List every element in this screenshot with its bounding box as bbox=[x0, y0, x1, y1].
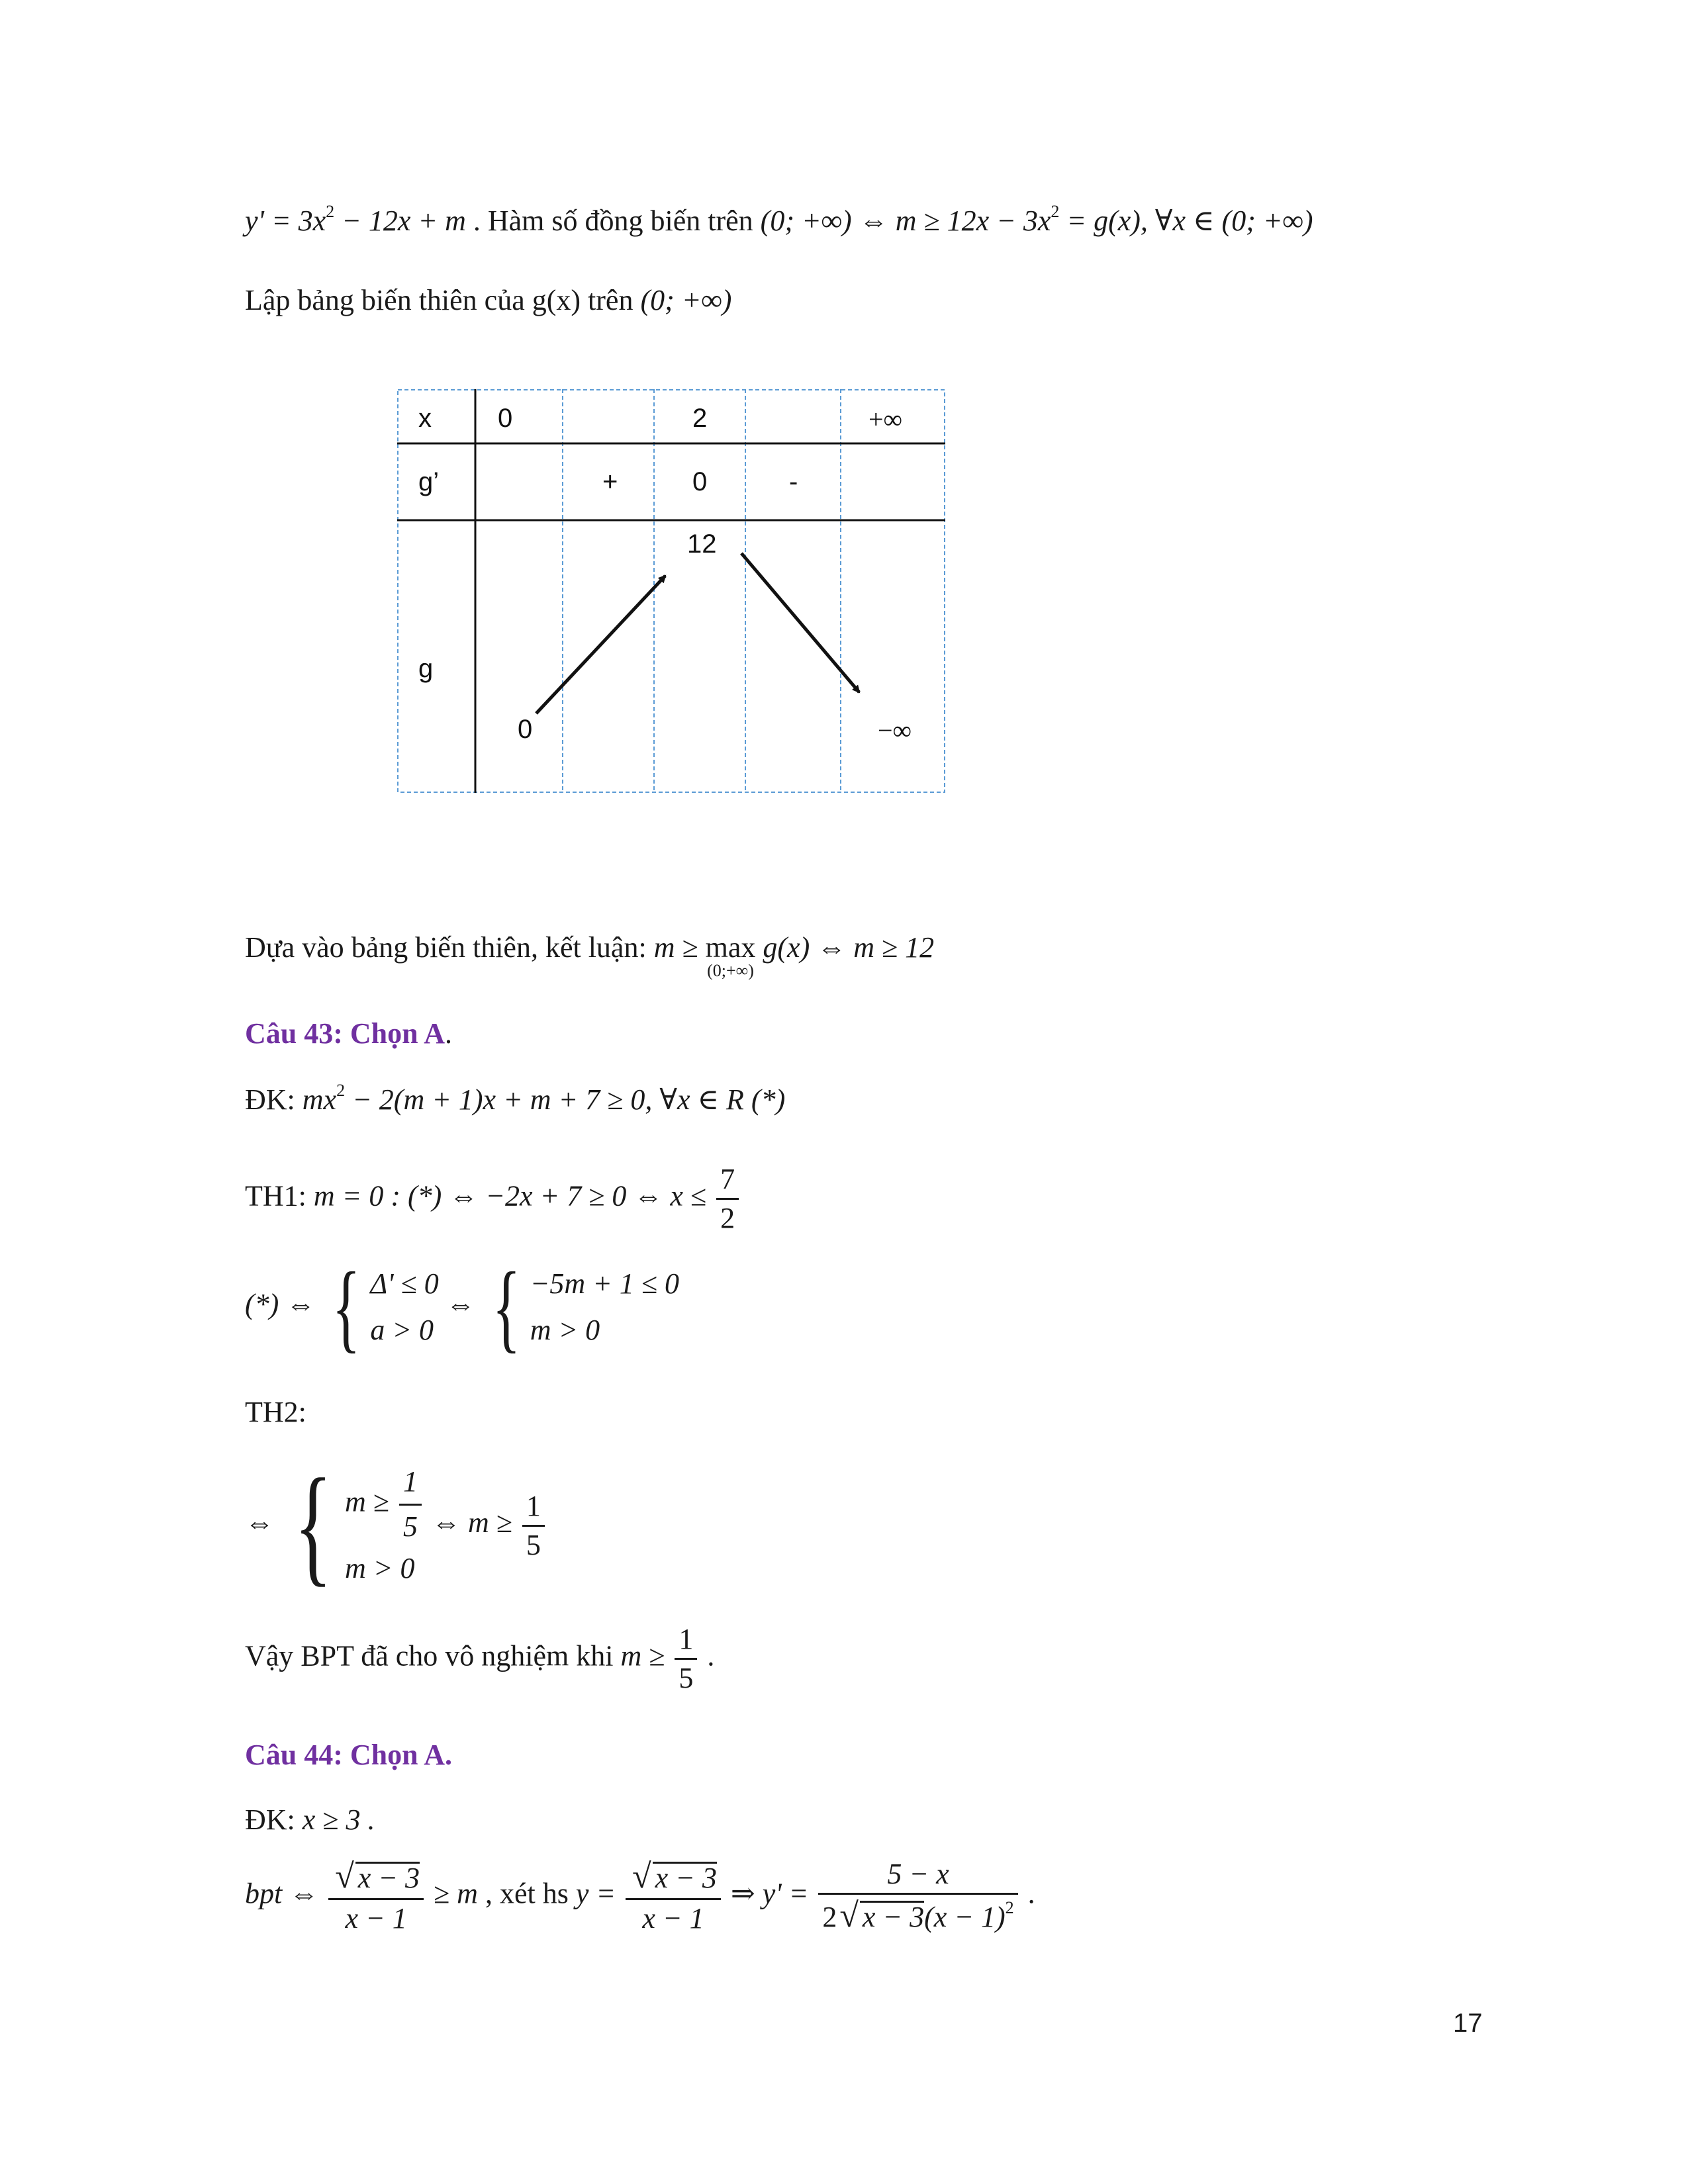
q44-xet-text: , xét hs bbox=[477, 1877, 576, 1910]
q43-case1 bbox=[245, 1165, 741, 1233]
table-x-0: 0 bbox=[498, 404, 513, 433]
q43-th2-result-frac: $\frac{1}{5}$ bbox=[522, 1492, 545, 1560]
table-g-start: 0 bbox=[518, 715, 533, 744]
q44-bpt: bpt ⇔ bbox=[245, 1877, 326, 1910]
table-x-2: 2 bbox=[692, 404, 708, 433]
q43-system bbox=[245, 1252, 680, 1362]
q43-th1-fraction: $\frac{7}{2}$ bbox=[716, 1165, 739, 1233]
q43-th2-label: TH2: bbox=[245, 1396, 306, 1428]
q43-th1-label: TH1: bbox=[245, 1179, 314, 1212]
interval-expr: (0; +∞) bbox=[760, 205, 852, 237]
table-g-label: g bbox=[418, 654, 434, 683]
q43-sys1: Δ' ≤ 0 a > 0 bbox=[370, 1267, 439, 1346]
q44-heading bbox=[245, 1741, 452, 1770]
table-intro-line bbox=[245, 286, 731, 315]
q43-final bbox=[245, 1625, 714, 1693]
q43-dk-label: ĐK: bbox=[245, 1083, 303, 1116]
q44-condition bbox=[245, 1805, 375, 1835]
condition-expr: ⇔ $m \ge 12x - 3x^2 = g(x)$, ∀x ∈ (0; +∞) bbox=[851, 202, 1313, 237]
q43-th2-frac: $\frac{1}{5}$ bbox=[399, 1465, 422, 1545]
q44-frac-3: $\frac{5 - x}{2√ x - 3(x - 1)^2}$ bbox=[818, 1860, 1017, 1933]
q43-th2-iff: ⇔ bbox=[245, 1506, 281, 1539]
variation-table bbox=[397, 389, 947, 794]
q44-dk-expr: x ≥ 3 . bbox=[302, 1803, 375, 1836]
brace-left-1: { bbox=[332, 1252, 361, 1362]
brace-left-2: { bbox=[492, 1252, 521, 1362]
table-g-end: −∞ bbox=[878, 715, 912, 745]
q44-frac-2: $\frac{√ x - 3}{x - 1}$ bbox=[626, 1860, 721, 1933]
conclusion-text: Dựa vào bảng biến thiên, kết luận: bbox=[245, 931, 654, 964]
q44-heading-text: Câu 44: Chọn A. bbox=[245, 1739, 452, 1771]
derivative-expr: $y' = 3x^2 - 12x + m$ bbox=[245, 202, 466, 237]
table-g-peak: 12 bbox=[687, 529, 717, 559]
conclusion-expr-1: m ≥ bbox=[653, 931, 706, 964]
derivative-text: . Hàm số đồng biến trên bbox=[465, 205, 761, 237]
increase-arrow bbox=[536, 576, 665, 713]
page-number: 17 bbox=[1453, 2009, 1483, 2038]
q44-yprime: ⇒ y' = bbox=[723, 1877, 816, 1910]
q43-sys2: −5m + 1 ≤ 0 m > 0 bbox=[530, 1267, 680, 1346]
q43-heading-text: Câu 43: Chọn A bbox=[245, 1017, 445, 1050]
q43-sys-iff: ⇔ bbox=[438, 1288, 483, 1321]
q43-final-dot: . bbox=[700, 1639, 715, 1672]
q43-case2-label bbox=[245, 1398, 306, 1427]
q43-case2 bbox=[245, 1452, 547, 1598]
q43-heading bbox=[245, 1019, 452, 1048]
q43-th1-expr: m = 0 : (*) ⇔ −2x + 7 ≥ 0 ⇔ x ≤ bbox=[313, 1179, 714, 1212]
q43-th2-result: ⇔ m ≥ bbox=[424, 1506, 520, 1539]
q43-condition bbox=[245, 1081, 786, 1116]
conclusion-line bbox=[245, 933, 934, 979]
derivative-line bbox=[245, 202, 1313, 237]
q43-th2-system: m ≥ $\frac{1}{5}$ m > 0 bbox=[345, 1465, 424, 1586]
q43-final-text: Vậy BPT đã cho vô nghiệm khi bbox=[245, 1639, 621, 1672]
table-x-inf: +∞ bbox=[868, 404, 903, 434]
decrease-arrow bbox=[741, 553, 859, 692]
q44-y-eq: y = bbox=[575, 1877, 624, 1910]
brace-left-3: { bbox=[294, 1452, 332, 1598]
table-gp-minus: - bbox=[789, 467, 798, 496]
q43-heading-dot: . bbox=[444, 1017, 452, 1050]
q44-inequality bbox=[245, 1860, 1035, 1933]
q44-dk-label: ĐK: bbox=[245, 1803, 303, 1836]
q44-ge-m: ≥ m bbox=[426, 1877, 478, 1910]
max-subscript: (0;+∞) bbox=[707, 961, 754, 980]
q44-end-dot: . bbox=[1020, 1877, 1035, 1910]
q44-frac-1: $\frac{√ x - 3}{x - 1}$ bbox=[328, 1860, 424, 1933]
table-gp-label: g’ bbox=[418, 467, 440, 496]
table-intro-text: Lập bảng biến thiên của g(x) trên bbox=[245, 284, 641, 316]
table-intro-interval: (0; +∞) bbox=[640, 284, 732, 316]
q43-final-expr: m ≥ bbox=[620, 1639, 673, 1672]
table-x-label: x bbox=[418, 404, 432, 433]
variation-table-grid bbox=[397, 389, 947, 794]
table-gp-zero: 0 bbox=[692, 467, 708, 496]
max-label: max bbox=[705, 931, 756, 964]
q43-final-frac: $\frac{1}{5}$ bbox=[675, 1625, 697, 1693]
table-gp-plus: + bbox=[602, 467, 618, 496]
q43-dk-expr: $mx^2 - 2(m + 1)x + m + 7 \ge 0$, ∀x ∈ R (*) bbox=[302, 1081, 786, 1116]
conclusion-expr-2: g(x) ⇔ m ≥ 12 bbox=[755, 931, 935, 964]
max-operator bbox=[706, 933, 756, 979]
q43-sys-lead: (*) ⇔ bbox=[245, 1288, 323, 1321]
